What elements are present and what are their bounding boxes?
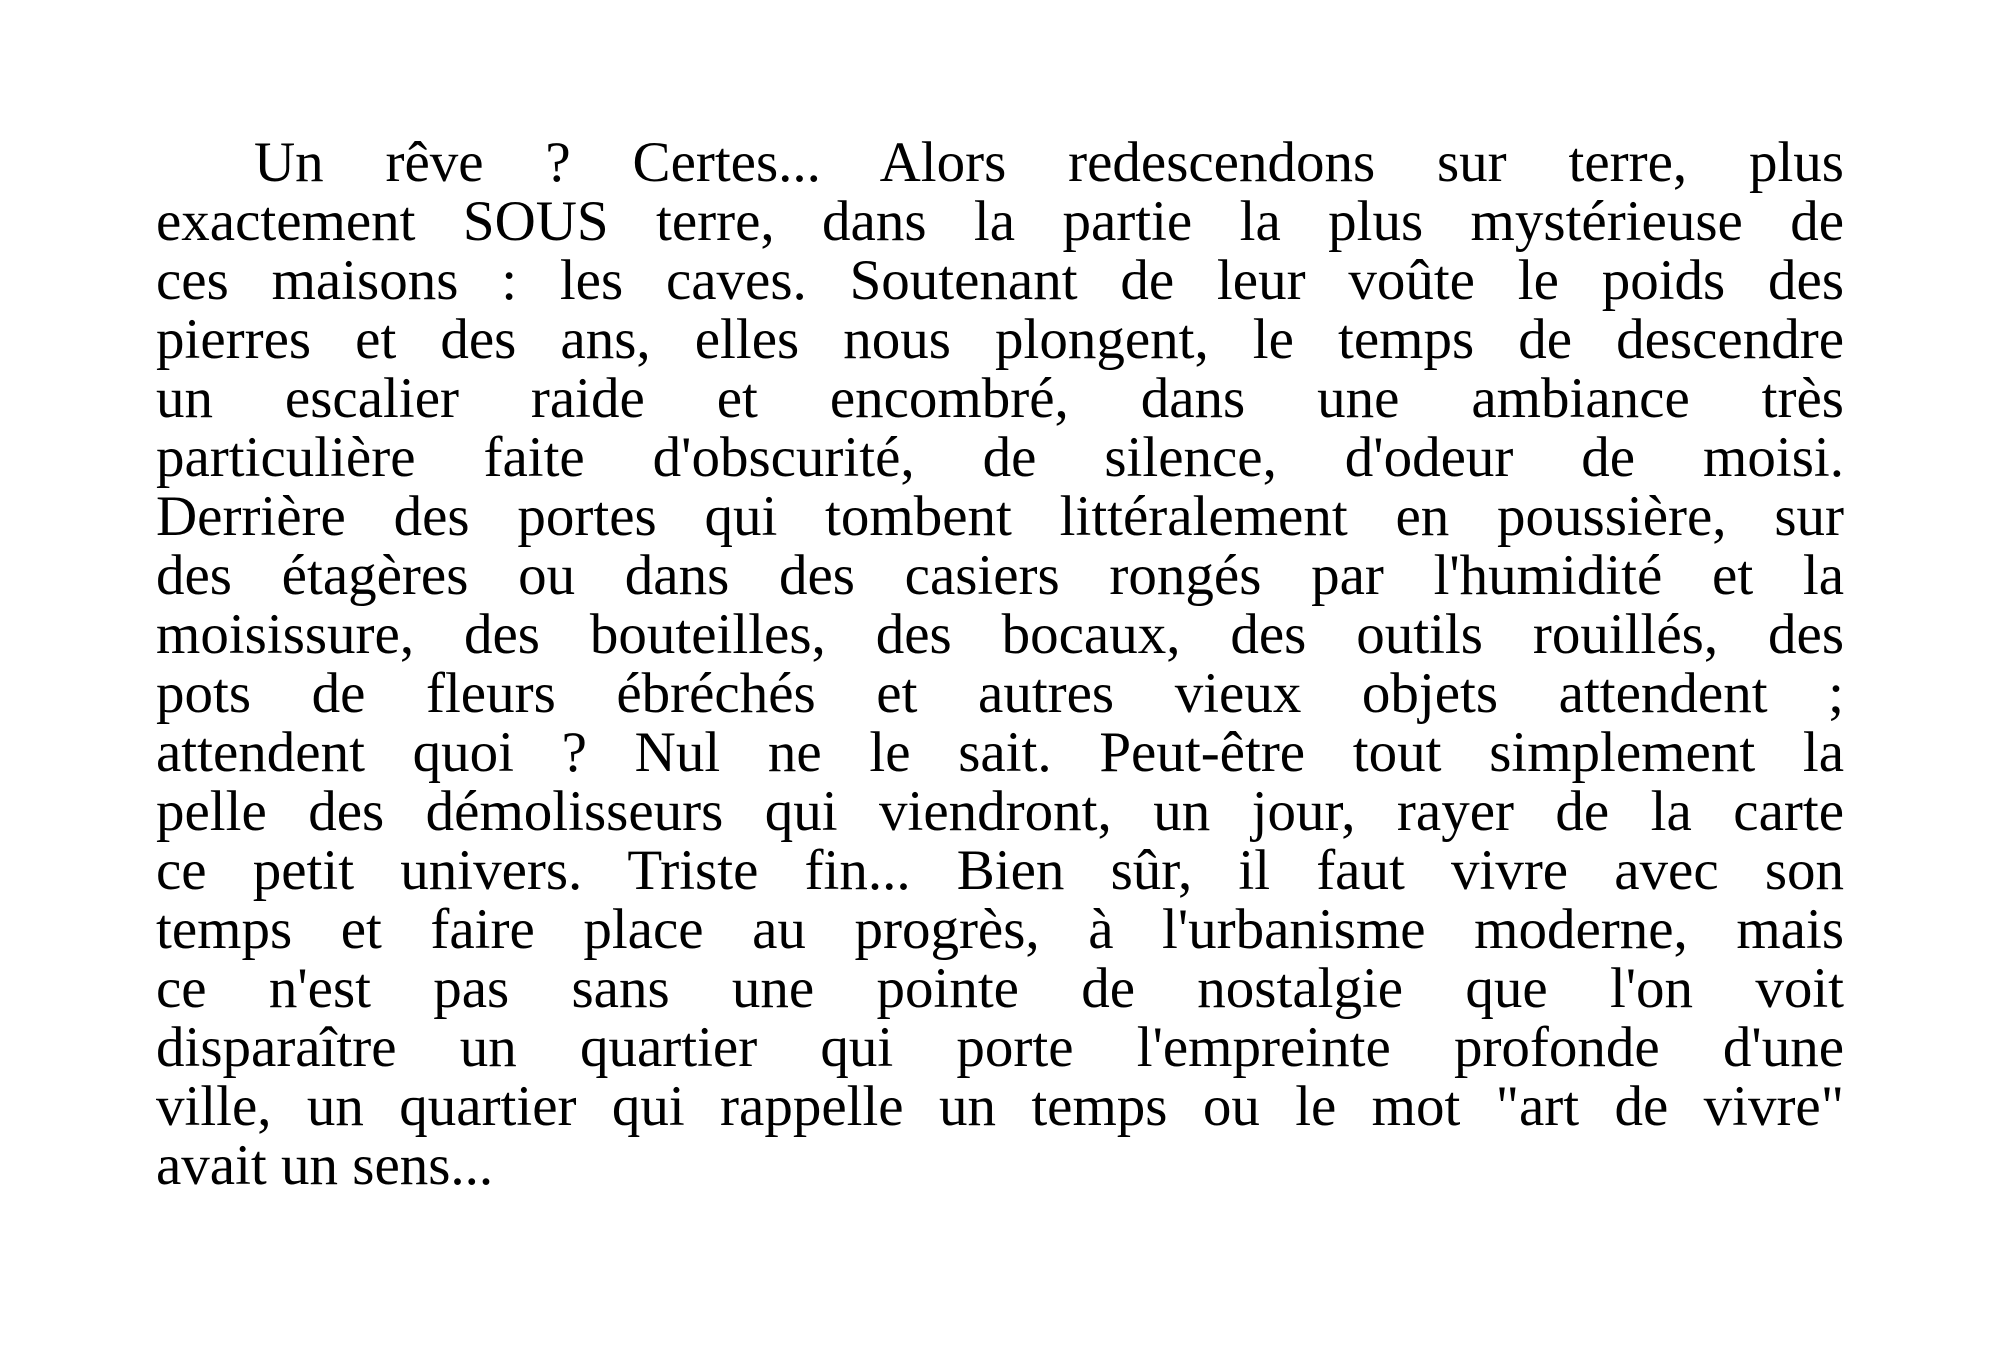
paragraph-line: disparaître un quartier qui porte l'empreinte profonde d'une xyxy=(156,1016,1844,1079)
paragraph-line: des étagères ou dans des casiers rongés par l'humidité et la xyxy=(156,544,1844,607)
paragraph-line: ce n'est pas sans une pointe de nostalgie que l'on voit xyxy=(156,957,1844,1020)
paragraph-line: moisissure, des bouteilles, des bocaux, des outils rouillés, des xyxy=(156,603,1844,666)
paragraph-line: ces maisons : les caves. Soutenant de leur voûte le poids des xyxy=(156,249,1844,312)
paragraph-line: pierres et des ans, elles nous plongent, le temps de descendre xyxy=(156,308,1844,371)
paragraph-line: exactement SOUS terre, dans la partie la plus mystérieuse de xyxy=(156,190,1844,253)
paragraph-line: pelle des démolisseurs qui viendront, un jour, rayer de la carte xyxy=(156,780,1844,843)
paragraph-line: attendent quoi ? Nul ne le sait. Peut-être tout simplement la xyxy=(156,721,1844,784)
paragraph-line: ce petit univers. Triste fin... Bien sûr, il faut vivre avec son xyxy=(156,839,1844,902)
paragraph-line: ville, un quartier qui rappelle un temps ou le mot "art de vivre" xyxy=(156,1075,1844,1138)
body-paragraph xyxy=(156,133,1844,1195)
paragraph-line: Un rêve ? Certes... Alors redescendons sur terre, plus xyxy=(254,131,1844,194)
paragraph-line: temps et faire place au progrès, à l'urbanisme moderne, mais xyxy=(156,898,1844,961)
paragraph-line: pots de fleurs ébréchés et autres vieux objets attendent ; xyxy=(156,662,1844,725)
paragraph-line: particulière faite d'obscurité, de silence, d'odeur de moisi. xyxy=(156,426,1844,489)
paragraph-line: avait un sens... xyxy=(156,1134,494,1197)
paragraph-line: Derrière des portes qui tombent littéralement en poussière, sur xyxy=(156,485,1844,548)
paragraph-line: un escalier raide et encombré, dans une ambiance très xyxy=(156,367,1844,430)
